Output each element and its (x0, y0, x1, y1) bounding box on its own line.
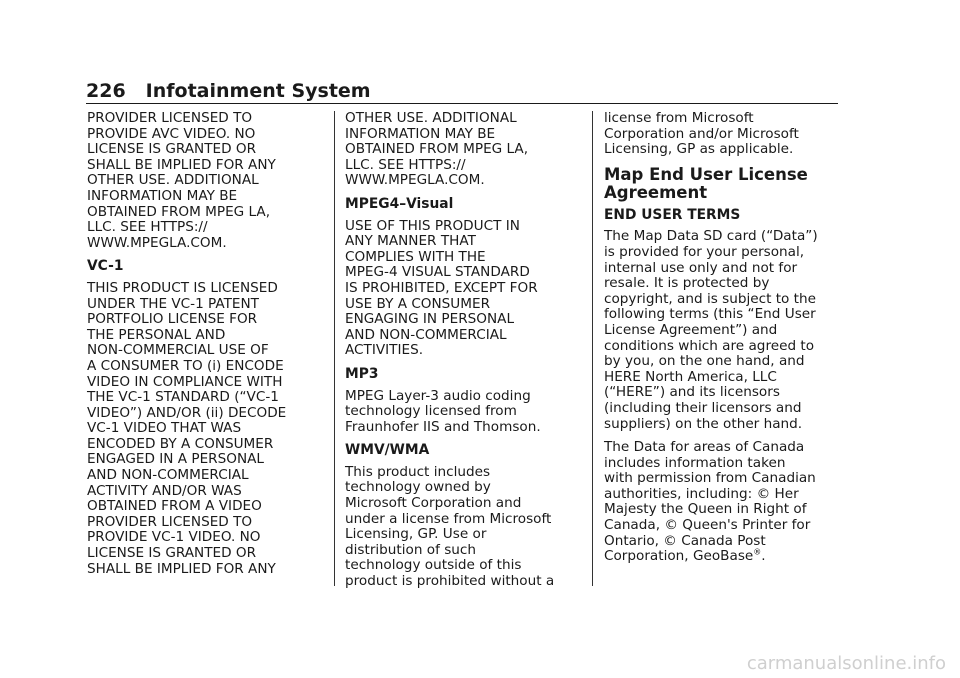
heading-mp3: MP3 (345, 365, 379, 382)
section-title: Infotainment System (145, 80, 371, 102)
paragraph-text: The Data for areas of Canada includes information taken with permission from Canadian authorities, including: © Her Majesty the Queen in Right of Canada, © Queen's Printer for Ontario, © Canada Post Corporation, GeoBase (604, 439, 816, 565)
paragraph: PROVIDER LICENSED TO PROVIDE AVC VIDEO. NO LICENSE IS GRANTED OR SHALL BE IMPLIED FOR ANY OTHER USE. ADDITIONAL INFORMATION MAY BE OBTAINED FROM MPEG LA, LLC. SEE HTTPS:// WWW.MPEGLA.COM. (87, 110, 276, 251)
paragraph: OTHER USE. ADDITIONAL INFORMATION MAY BE OBTAINED FROM MPEG LA, LLC. SEE HTTPS:// WWW.MPEGLA.COM. (345, 110, 529, 189)
page-header (86, 80, 838, 102)
heading-end-user-terms: END USER TERMS (604, 206, 741, 223)
watermark: carmanualsonline.info (746, 653, 946, 674)
paragraph: USE OF THIS PRODUCT IN ANY MANNER THAT COMPLIES WITH THE MPEG-4 VISUAL STANDARD IS PROHIBITED, EXCEPT FOR USE BY A CONSUMER ENGAGING IN PERSONAL AND NON-COMMERCIAL ACTIVITIES. (345, 217, 538, 359)
heading-mpeg4-visual: MPEG4–Visual (345, 195, 454, 212)
column-divider (334, 111, 335, 586)
paragraph-end: . (761, 548, 766, 565)
paragraph: MPEG Layer-3 audio coding technology licensed from Fraunhofer IIS and Thomson. (345, 387, 541, 435)
header-rule (86, 103, 838, 104)
column-1 (87, 111, 323, 585)
paragraph-canada (604, 440, 840, 565)
page-number: 226 (86, 80, 126, 102)
paragraph: This product includes technology owned by Microsoft Corporation and under a license from Microsoft Licensing, GP. Use or distribution of such technology outside of this product is prohibited without a (345, 463, 555, 590)
paragraph: license from Microsoft Corporation and/or Microsoft Licensing, GP as applicable. (604, 110, 799, 158)
column-2 (345, 111, 581, 598)
paragraph: THIS PRODUCT IS LICENSED UNDER THE VC-1 PATENT PORTFOLIO LICENSE FOR THE PERSONAL AND NON-COMMERCIAL USE OF A CONSUMER TO (i) ENCODE VIDEO IN COMPLIANCE WITH THE VC-1 STANDARD (“VC-1 VIDEO”) AND/OR (ii) DECODE VC-1 VIDEO THAT WAS ENCODED BY A CONSUMER ENGAGED IN A PERSONAL AND NON-COMMERCIAL ACTIVITY AND/OR WAS OBTAINED FROM A VIDEO PROVIDER LICENSED TO PROVIDE VC-1 VIDEO. NO LICENSE IS GRANTED OR SHALL BE IMPLIED FOR ANY (87, 279, 287, 577)
registered-mark: ® (753, 547, 762, 557)
heading-map-eula: Map End User License Agreement (604, 164, 808, 202)
paragraph: The Map Data SD card (“Data”) is provided for your personal, internal use only and not for resale. It is protected by copyright, and is subject to the following terms (this “End User License Agreement”) and conditions which are agreed to by you, on the one hand, and HERE North America, LLC (“HERE”) and its licensors (including their licensors and suppliers) on the other hand. (604, 228, 818, 432)
column-3 (604, 111, 840, 573)
column-divider (592, 111, 593, 586)
heading-wmv-wma: WMV/WMA (345, 442, 430, 459)
heading-vc1: VC-1 (87, 258, 124, 275)
